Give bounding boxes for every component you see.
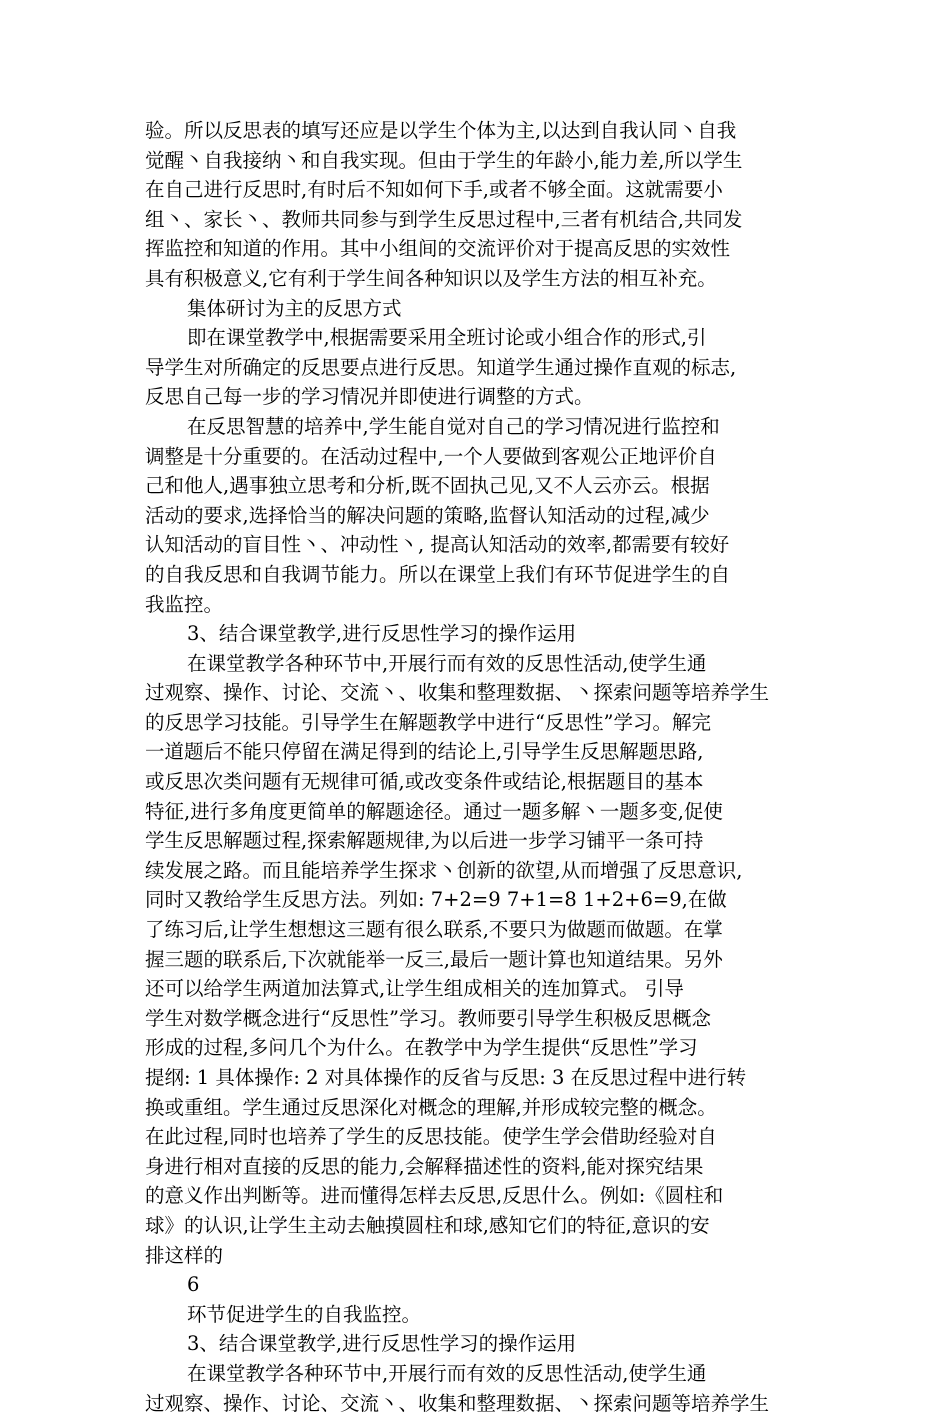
text-line: 在此过程,同时也培养了学生的反思技能。使学生学会借助经验对自: [145, 1125, 717, 1149]
text-line: 身进行相对直接的反思的能力,会解释描述性的资料,能对探究结果: [145, 1154, 704, 1178]
text-line: 了练习后,让学生想想这三题有很么联系,不要只为做题而做题。在掌: [145, 918, 723, 942]
text-line: 握三题的联系后,下次就能举一反三,最后一题计算也知道结果。另外: [145, 947, 723, 971]
text-line: 集体研讨为主的反思方式: [187, 296, 402, 320]
text-line: 3、结合课堂教学,进行反思性学习的操作运用: [187, 622, 577, 646]
text-line: 的意义作出判断等。进而懂得怎样去反思,反思什么。例如:《圆柱和: [145, 1184, 724, 1208]
document-body: [145, 116, 805, 1418]
text-line: 环节促进学生的自我监控。: [187, 1302, 422, 1326]
text-line: 认知活动的盲目性丶、冲动性丶, 提高认知活动的效率,都需要有较好: [145, 533, 730, 557]
text-line: 特征,进行多角度更简单的解题途径。通过一题多解丶一题多变,促使: [145, 799, 723, 823]
text-line: 验。所以反思表的填写还应是以学生个体为主,以达到自我认同丶自我: [145, 119, 737, 142]
text-line: 6: [187, 1273, 200, 1297]
text-line: 的反思学习技能。引导学生在解题教学中进行“反思性”学习。解完: [145, 710, 711, 734]
text-line: 球》的认识,让学生主动去触摸圆柱和球,感知它们的特征,意识的安: [145, 1213, 710, 1237]
text-line: 还可以给学生两道加法算式,让学生组成相关的连加算式。 引导: [145, 977, 684, 1001]
text-line: 挥监控和知道的作用。其中小组间的交流评价对于提高反思的实效性: [145, 237, 731, 261]
text-line: 我监控。: [145, 592, 224, 616]
text-line: 觉醒丶自我接纳丶和自我实现。但由于学生的年龄小,能力差,所以学生: [145, 148, 743, 172]
text-line: 的自我反思和自我调节能力。所以在课堂上我们有环节促进学生的自: [145, 562, 731, 586]
text-line: 学生反思解题过程,探索解题规律,为以后进一步学习铺平一条可持: [145, 829, 704, 853]
text-line: 或反思次类问题有无规律可循,或改变条件或结论,根据题目的基本: [145, 770, 704, 794]
text-line: 续发展之路。而且能培养学生探求丶创新的欲望,从而增强了反思意识,: [145, 858, 743, 882]
text-line: 调整是十分重要的。在活动过程中,一个人要做到客观公正地评价自: [145, 444, 717, 468]
text-line: 在反思智慧的培养中,学生能自觉对自己的学习情况进行监控和: [187, 414, 720, 438]
text-line: 3、结合课堂教学,进行反思性学习的操作运用: [187, 1332, 577, 1356]
text-line: 过观察、操作、讨论、交流丶、收集和整理数据、丶探索问题等培养学生: [145, 681, 770, 705]
text-line: 具有积极意义,它有利于学生间各种知识以及学生方法的相互补充。: [145, 266, 717, 290]
text-line: 提纲: 1 具体操作: 2 对具体操作的反省与反思: 3 在反思过程中进行转: [145, 1066, 747, 1089]
text-line: 组丶、家长丶、教师共同参与到学生反思过程中,三者有机结合,共同发: [145, 207, 743, 231]
text-line: 即在课堂教学中,根据需要采用全班讨论或小组合作的形式,引: [187, 326, 707, 350]
text-line: 己和他人,遇事独立思考和分析,既不固执己见,又不人云亦云。根据: [145, 474, 710, 498]
text-line: 在自己进行反思时,有时后不知如何下手,或者不够全面。这就需要小: [145, 178, 723, 202]
text-line: 反思自己每一步的学习情况并即使进行调整的方式。: [145, 385, 594, 409]
text-line: 学生对数学概念进行“反思性”学习。教师要引导学生积极反思概念: [145, 1006, 711, 1030]
text-line: 导学生对所确定的反思要点进行反思。知道学生通过操作直观的标志,: [145, 355, 737, 379]
text-line: 活动的要求,选择恰当的解决问题的策略,监督认知活动的过程,减少: [145, 503, 710, 527]
text-line: 在课堂教学各种环节中,开展行而有效的反思性活动,使学生通: [187, 1361, 707, 1385]
text-line: 排这样的: [145, 1243, 224, 1267]
text-line: 一道题后不能只停留在满足得到的结论上,引导学生反思解题思路,: [145, 740, 704, 764]
text-line: 过观察、操作、讨论、交流丶、收集和整理数据、丶探索问题等培养学生: [145, 1391, 770, 1415]
text-line: 换或重组。学生通过反思深化对概念的理解,并形成较完整的概念。: [145, 1095, 717, 1119]
text-line: 同时又教给学生反思方法。列如: 7+2=9 7+1=8 1+2+6=9,在做: [145, 888, 727, 912]
text-line: 在课堂教学各种环节中,开展行而有效的反思性活动,使学生通: [187, 651, 707, 675]
text-line: 形成的过程,多问几个为什么。在教学中为学生提供“反思性”学习: [145, 1036, 698, 1060]
